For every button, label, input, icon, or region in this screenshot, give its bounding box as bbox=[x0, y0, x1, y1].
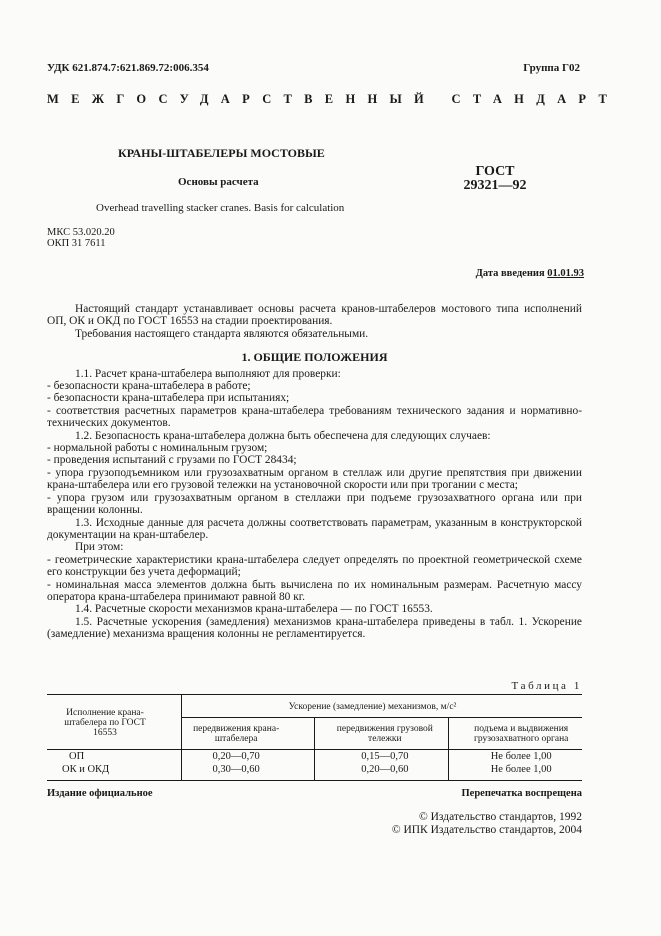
copyright-line: © ИПК Издательство стандартов, 2004 bbox=[391, 824, 582, 836]
table-cell: Не более 1,00 bbox=[490, 751, 552, 762]
acceleration-table bbox=[47, 695, 582, 776]
section-heading: 1. ОБЩИЕ ПОЛОЖЕНИЯ bbox=[241, 350, 388, 365]
column-header-lifting: подъема и выдвижения грузозахватного органа bbox=[473, 724, 569, 744]
body-paragraph: - проведения испытаний с грузами по ГОСТ 28434; bbox=[47, 454, 297, 467]
table-cell: 0,15—0,70 bbox=[361, 751, 409, 762]
gost-label: ГОСТ bbox=[475, 164, 515, 179]
classification-codes bbox=[47, 227, 115, 249]
intro-date bbox=[476, 268, 584, 279]
body-paragraph: 1.4. Расчетные скорости механизмов крана-штабелера — по ГОСТ 16553. bbox=[75, 603, 433, 616]
column-header-crane-travel: передвижения крана-штабелера bbox=[193, 724, 280, 744]
column-group-header: Ускорение (замедление) механизмов, м/с² bbox=[288, 701, 457, 712]
body-paragraph: 1.2. Безопасность крана-штабелера должна быть обеспечена для следующих случаев: bbox=[75, 429, 491, 442]
body-paragraph: 1.5. Расчетные ускорения (замедления) механизмов крана-штабелера приведены в табл. 1. Ускорение (замедление) механизма вращения колонны не регламентируется. bbox=[47, 615, 582, 641]
body-text bbox=[47, 303, 582, 641]
table-cell: 0,30—0,60 bbox=[212, 764, 260, 775]
table-cell: ОП bbox=[69, 751, 85, 762]
official-edition-note: Издание официальное bbox=[47, 788, 153, 799]
table-cell: ОК и ОКД bbox=[62, 764, 110, 775]
gost-number: 29321—92 bbox=[463, 178, 527, 193]
copyright-line: © Издательство стандартов, 1992 bbox=[418, 811, 582, 823]
table-cell: 0,20—0,60 bbox=[361, 764, 409, 775]
body-paragraph: - номинальная масса элементов должна быть вычислена по их номинальным размерам. Расчетную массу оператора крана-штабелера принимают равной 80 кг. bbox=[47, 578, 582, 603]
table-caption: Таблица 1 bbox=[511, 680, 582, 692]
body-paragraph: 1.1. Расчет крана-штабелера выполняют для проверки: bbox=[75, 367, 341, 380]
body-paragraph: - нормальной работы с номинальным грузом; bbox=[47, 442, 268, 455]
table-cell: Не более 1,00 bbox=[490, 764, 552, 775]
body-paragraph: - соответствия расчетных параметров крана-штабелера требованиям технического задания и нормативно-технических документов. bbox=[47, 404, 582, 430]
document-title: КРАНЫ-ШТАБЕЛЕРЫ МОСТОВЫЕ bbox=[118, 146, 325, 160]
body-paragraph: - упора грузом или грузозахватным органом в стеллажи при подъеме грузозахватного органа или при вращении колонны. bbox=[47, 491, 582, 517]
table-cell: 0,20—0,70 bbox=[212, 751, 260, 762]
body-paragraph: 1.3. Исходные данные для расчета должны соответствовать параметрам, указанным в конструкторской документации на кран-штабелер. bbox=[47, 516, 582, 541]
mks-code: МКС 53.020.20 bbox=[47, 227, 115, 238]
udk-code: УДК 621.874.7:621.869.72:006.354 bbox=[47, 62, 209, 74]
intro-paragraph: Требования настоящего стандарта являются обязательными. bbox=[75, 327, 369, 340]
intro-paragraph: Настоящий стандарт устанавливает основы расчета кранов-штабелеров мостового типа исполнений ОП, ОК и ОКД по ГОСТ 16553 на стадии проектирования. bbox=[47, 303, 582, 328]
body-paragraph: - безопасности крана-штабелера в работе; bbox=[47, 380, 251, 393]
group-code: Группа Г02 bbox=[523, 62, 580, 74]
body-paragraph: - упора грузоподъемником или грузозахватным органом в стеллаж или другие препятствия при движении крана-штабелера или его грузовой тележки на установочной скорости или при трогании с места; bbox=[47, 466, 582, 492]
document-subtitle: Основы расчета bbox=[178, 176, 259, 188]
body-paragraph: - геометрические характеристики крана-штабелера следует определять по проектной геометрической схеме его конструкции без учета деформаций; bbox=[47, 553, 582, 579]
reprint-prohibited-note: Перепечатка воспрещена bbox=[461, 788, 582, 799]
column-header-trolley-travel: передвижения грузовой тележки bbox=[336, 724, 433, 744]
english-title: Overhead travelling stacker cranes. Basis for calculation bbox=[96, 202, 345, 214]
okp-code: ОКП 31 7611 bbox=[47, 238, 106, 249]
intro-date-value: 01.01.93 bbox=[547, 268, 584, 279]
body-paragraph: При этом: bbox=[75, 541, 124, 554]
standard-type-heading: МЕЖГОСУДАРСТВЕННЫЙ СТАНДАРТ bbox=[47, 92, 620, 106]
table-row bbox=[47, 750, 582, 763]
table-bottom-rule bbox=[47, 780, 582, 781]
body-paragraph: - безопасности крана-штабелера при испытаниях; bbox=[47, 392, 290, 405]
intro-date-label: Дата введения bbox=[475, 268, 545, 279]
column-header-type: Исполнение крана-штабелера по ГОСТ 16553 bbox=[64, 707, 146, 738]
table-row bbox=[47, 763, 582, 776]
